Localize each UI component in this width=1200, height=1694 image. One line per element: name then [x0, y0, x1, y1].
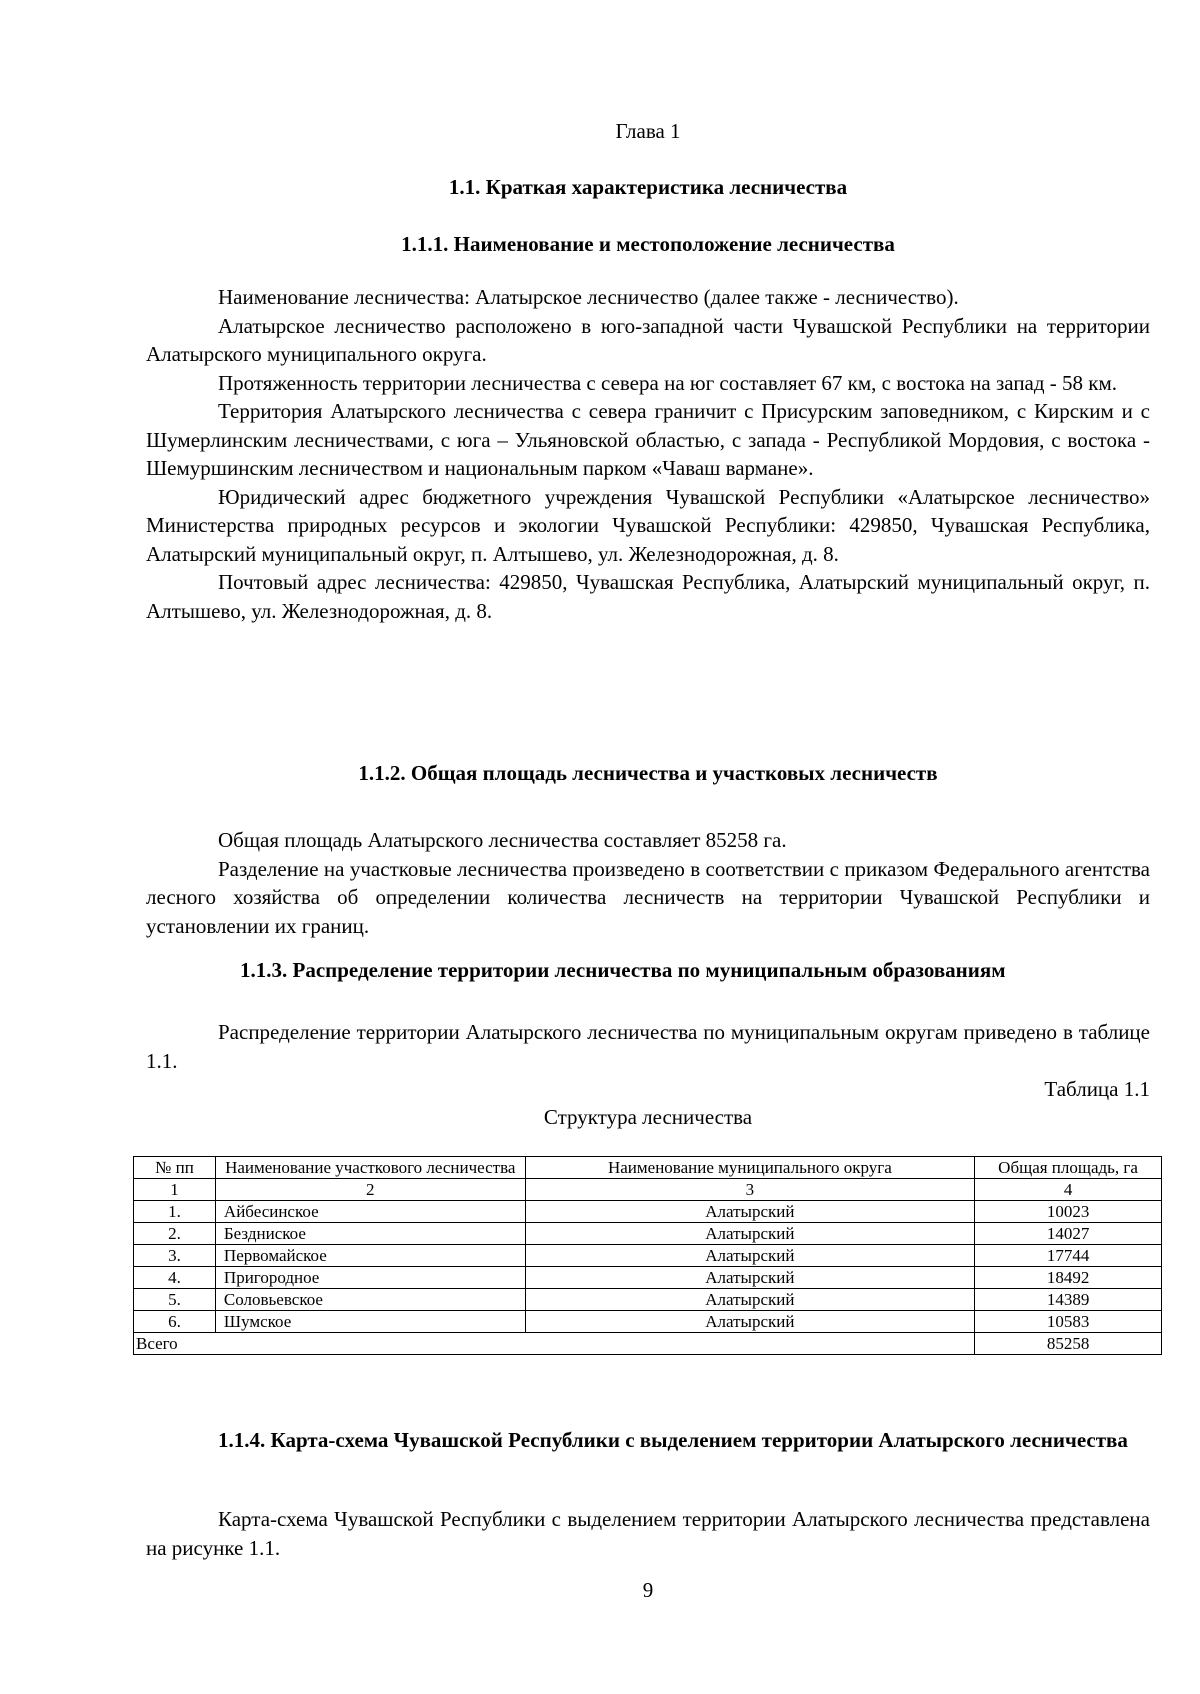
row-forestry-name: Шумское: [215, 1311, 525, 1333]
table-title: Структура лесничества: [543, 1105, 753, 1129]
row-forestry-name: Айбесинское: [215, 1201, 525, 1223]
section-1-1-4-heading: 1.1.4. Карта-схема Чувашской Республики с выделением территории Алатырского лесничества: [218, 1428, 1128, 1452]
row-area: 17744: [975, 1245, 1162, 1267]
col-number-2: 2: [215, 1179, 525, 1201]
paragraph-borders: Территория Алатырского лесничества с севера граничит с Присурским заповедником, с Кирским и с Шумерлинским лесничествами, с юга – Ульяновской областью, с запада - Республикой Мордовия, с востока - Шемуршинским лесничеством и национальным парком «Чаваш вармане».: [146, 399, 1150, 480]
row-district: Алатырский: [525, 1267, 975, 1289]
section-1-1-heading: 1.1. Краткая характеристика лесничества: [448, 175, 848, 199]
table-label: Таблица 1.1: [1044, 1077, 1150, 1101]
row-district: Алатырский: [525, 1245, 975, 1267]
paragraph-division: Разделение на участковые лесничества произведено в соответствии с приказом Федерального агентства лесного хозяйства об определении количества лесничеств на территории Чувашской Республики и установлении их границ.: [146, 856, 1150, 938]
col-number-4: 4: [975, 1179, 1162, 1201]
row-area: 14389: [975, 1289, 1162, 1311]
paragraph-total-area: Общая площадь Алатырского лесничества составляет 85258 га.: [218, 828, 787, 852]
header-area: Общая площадь, га: [975, 1157, 1162, 1179]
total-area: 85258: [975, 1333, 1162, 1355]
header-forestry-name: Наименование участкового лесничества: [215, 1157, 525, 1179]
table-row: [134, 1267, 1162, 1289]
row-area: 14027: [975, 1223, 1162, 1245]
row-number: 3.: [134, 1245, 216, 1267]
header-district-name: Наименование муниципального округа: [525, 1157, 975, 1179]
row-number: 2.: [134, 1223, 216, 1245]
table-row: [134, 1223, 1162, 1245]
section-1-1-2-body: [146, 826, 1150, 940]
paragraph-postal-address: Почтовый адрес лесничества: 429850, Чувашская Республика, Алатырский муниципальный округ, п. Алтышево, ул. Железнодорожная, д. 8.: [146, 570, 1150, 623]
table-total-row: [134, 1333, 1162, 1355]
row-district: Алатырский: [525, 1201, 975, 1223]
row-area: 18492: [975, 1267, 1162, 1289]
section-1-1-2-heading: 1.1.2. Общая площадь лесничества и участковых лесничеств: [358, 761, 938, 785]
row-district: Алатырский: [525, 1223, 975, 1245]
row-number: 4.: [134, 1267, 216, 1289]
section-1-1-3-heading: 1.1.3. Распределение территории лесничества по муниципальным образованиям: [240, 958, 1006, 982]
col-number-1: 1: [134, 1179, 216, 1201]
table-row: [134, 1201, 1162, 1223]
row-number: 6.: [134, 1311, 216, 1333]
table-header-row: [134, 1157, 1162, 1179]
table-row: [134, 1311, 1162, 1333]
row-forestry-name: Соловьевское: [215, 1289, 525, 1311]
table-column-numbers-row: [134, 1179, 1162, 1201]
row-area: 10583: [975, 1311, 1162, 1333]
col-number-3: 3: [525, 1179, 975, 1201]
section-1-1-3-body: [146, 1018, 1150, 1075]
total-label: Всего: [134, 1333, 975, 1355]
row-forestry-name: Первомайское: [215, 1245, 525, 1267]
header-number: № пп: [134, 1157, 216, 1179]
row-district: Алатырский: [525, 1289, 975, 1311]
section-1-1-1-heading: 1.1.1. Наименование и местоположение лесничества: [401, 232, 895, 256]
section-1-1-1-body: [146, 283, 1150, 625]
paragraph-location: Алатырское лесничество расположено в юго-западной части Чувашской Республики на территории Алатырского муниципального округа.: [146, 313, 1150, 366]
table-row: [134, 1245, 1162, 1267]
paragraph-name: Наименование лесничества: Алатырское лесничество (далее также - лесничество).: [218, 285, 959, 309]
table-row: [134, 1289, 1162, 1311]
paragraph-map: Карта-схема Чувашской Республики с выделением территории Алатырского лесничества представлена на рисунке 1.1.: [146, 1507, 1150, 1560]
row-forestry-name: Бездниское: [215, 1223, 525, 1245]
paragraph-extent: Протяженность территории лесничества с севера на юг составляет 67 км, с востока на запад - 58 км.: [218, 370, 1118, 395]
row-area: 10023: [975, 1201, 1162, 1223]
chapter-title: Глава 1: [615, 119, 681, 143]
section-1-1-4-body: [146, 1505, 1150, 1562]
row-forestry-name: Пригородное: [215, 1267, 525, 1289]
paragraph-legal-address: Юридический адрес бюджетного учреждения Чувашской Республики «Алатырское лесничество» Министерства природных ресурсов и экологии Чувашской Республики: 429850, Чувашская Республика, Алатырский муниципальный округ, п. Алтышево, ул. Железнодорожная, д. 8.: [146, 484, 1150, 566]
page-number: 9: [642, 1578, 654, 1602]
row-number: 5.: [134, 1289, 216, 1311]
paragraph-distribution: Распределение территории Алатырского лесничества по муниципальным округам приведено в таблице 1.1.: [146, 1020, 1150, 1073]
row-district: Алатырский: [525, 1311, 975, 1333]
forestry-structure-table: [133, 1156, 1162, 1355]
row-number: 1.: [134, 1201, 216, 1223]
